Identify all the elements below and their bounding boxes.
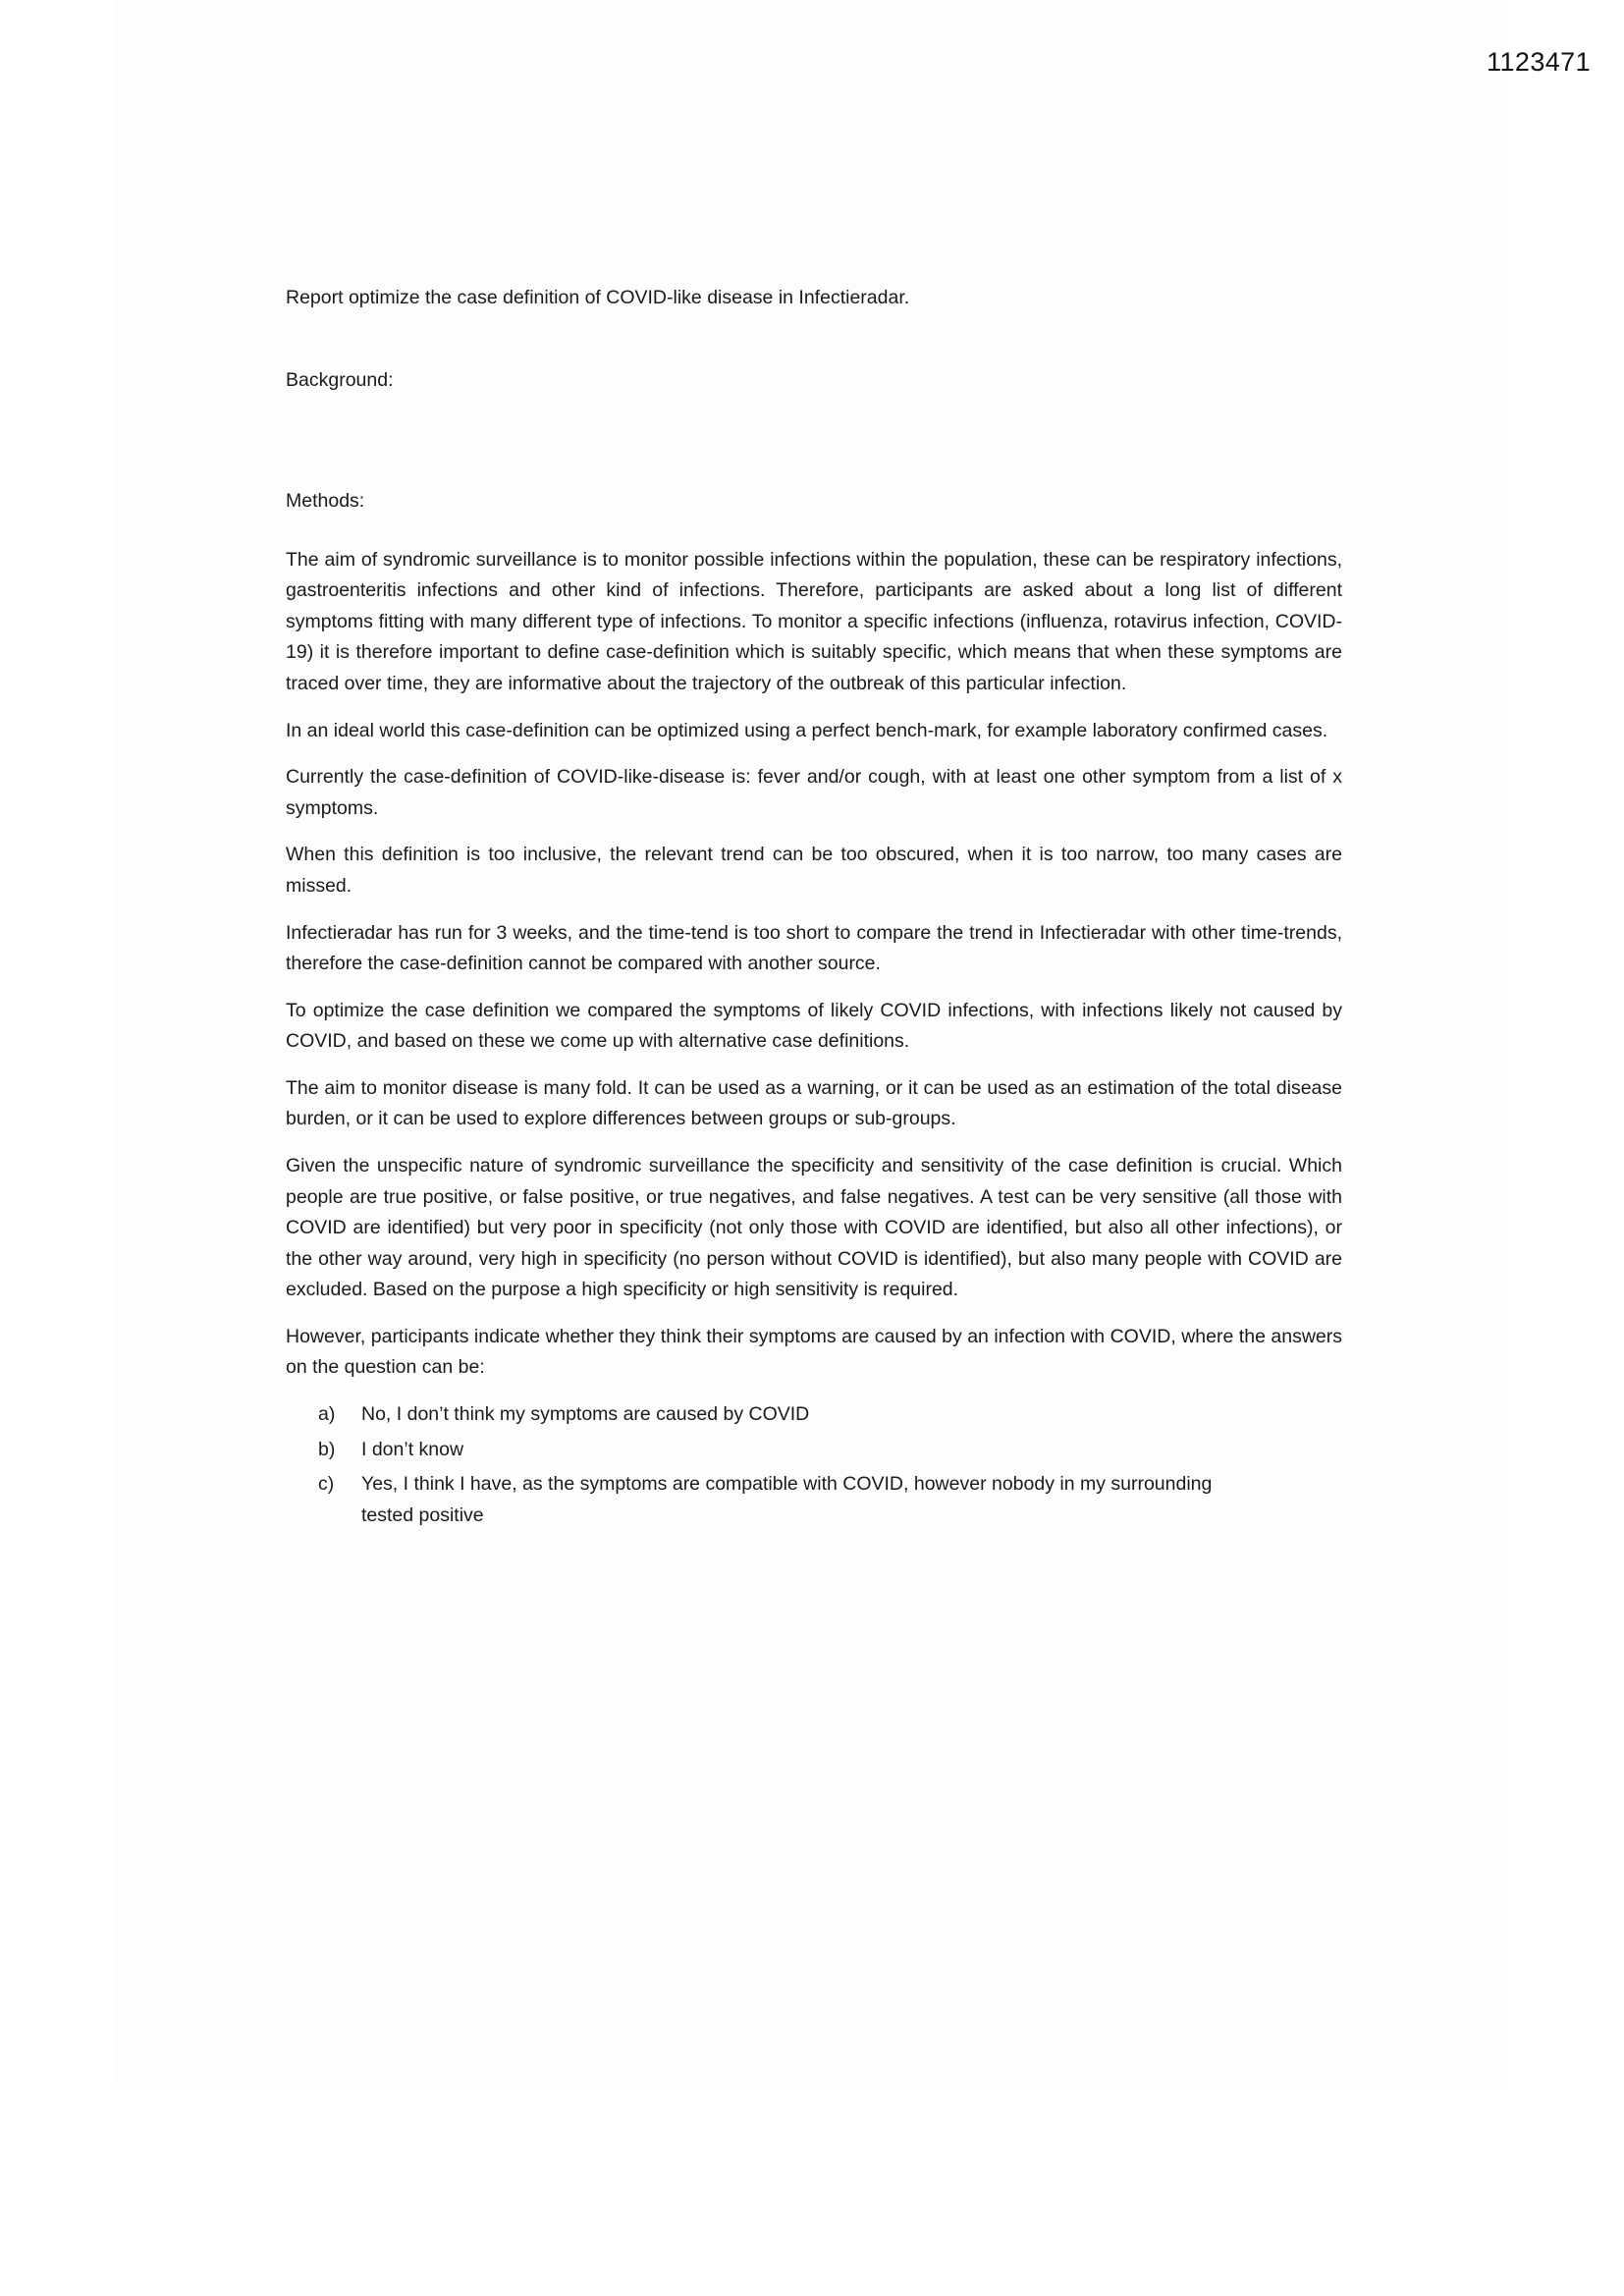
paragraph-spacer: [286, 1135, 1342, 1151]
list-item: [286, 1399, 1342, 1431]
list-item: [286, 1435, 1342, 1466]
spacer-after-title: [286, 314, 1342, 365]
section-heading-background: Background:: [286, 368, 394, 391]
list-item-marker: a): [318, 1403, 336, 1426]
paragraph-specificity-and-sensitivity: Given the unspecific nature of syndromic surveillance the specificity and sensitivity of the case definition is crucial. Which people are true positive, or false positive, or true negatives, and false negatives. A test can be very sensitive (all those with COVID are identified) but very poor in specificity (not only those with COVID are identified, but also all other infections), or the other way around, very high in specificity (no person without COVID is identified), but also many people with COVID are excluded. Based on the purpose a high specificity or high sensitivity is required.: [286, 1154, 1342, 1301]
list-item-label: I don’t know: [361, 1438, 464, 1460]
list-item: [286, 1469, 1342, 1531]
list-item-marker: b): [318, 1438, 336, 1460]
list-item-label: Yes, I think I have, as the symptoms are compatible with COVID, however nobody in my surrounding tested positive: [361, 1473, 1213, 1526]
document-body: [286, 283, 1342, 1535]
paragraph-spacer: [286, 902, 1342, 918]
page-number: 1123471: [1487, 47, 1591, 77]
list-item-marker: c): [318, 1473, 335, 1496]
paragraph-spacer: [286, 1058, 1342, 1073]
report-title: Report optimize the case definition of COVID-like disease in Infectieradar.: [286, 287, 910, 308]
paragraph-inclusive-versus-narrow: When this definition is too inclusive, the relevant trend can be too obscured, when it is too narrow, too many cases are missed.: [286, 844, 1342, 897]
paragraph-optimize-case-definition: To optimize the case definition we compared the symptoms of likely COVID infections, with infections likely not caused by COVID, and based on these we come up with alternative case definitions.: [286, 999, 1342, 1053]
paragraph-aim-to-monitor-disease: The aim to monitor disease is many fold. It can be used as a warning, or it can be used as an estimation of the total disease burden, or it can be used to explore differences between groups or sub-groups.: [286, 1076, 1342, 1130]
spacer-before-list: [286, 1384, 1342, 1399]
paragraph-spacer: [286, 746, 1342, 762]
section-heading-methods: Methods:: [286, 490, 365, 513]
list-item-label: No, I don’t think my symptoms are caused by COVID: [361, 1403, 810, 1426]
paragraph-current-case-definition: Currently the case-definition of COVID-like-disease is: fever and/or cough, with at least one other symptom from a list of x symptoms.: [286, 766, 1342, 819]
spacer-background-section: [286, 396, 1342, 486]
paragraph-spacer: [286, 700, 1342, 716]
paragraph-aim-of-syndromic-surveillance: The aim of syndromic surveillance is to monitor possible infections within the population, these can be respiratory infections, gastroenteritis infections and other kind of infections. Therefore, participants are asked about a long list of different symptoms fitting with many different type of infections. To monitor a specific infections (influenza, rotavirus infection, COVID-19) it is therefore important to define case-definition which is suitably specific, which means that when these symptoms are traced over time, they are informative about the trajectory of the outbreak of this particular infection.: [286, 548, 1342, 695]
paragraph-ideal-world-benchmark: In an ideal world this case-definition can be optimized using a perfect bench-mark, for example laboratory confirmed cases.: [286, 719, 1328, 741]
paragraph-infectieradar-runtime: Infectieradar has run for 3 weeks, and the time-tend is too short to compare the trend in Infectieradar with other time-trends, therefore the case-definition cannot be compared with another source.: [286, 921, 1342, 975]
spacer-after-methods-heading: [286, 518, 1342, 545]
answer-options-list: [286, 1399, 1342, 1531]
paragraph-participant-self-assessment: However, participants indicate whether they think their symptoms are caused by an infection with COVID, where the answers on the question can be:: [286, 1325, 1342, 1379]
paragraph-spacer: [286, 824, 1342, 840]
paragraph-spacer: [286, 1306, 1342, 1322]
paragraph-spacer: [286, 980, 1342, 996]
